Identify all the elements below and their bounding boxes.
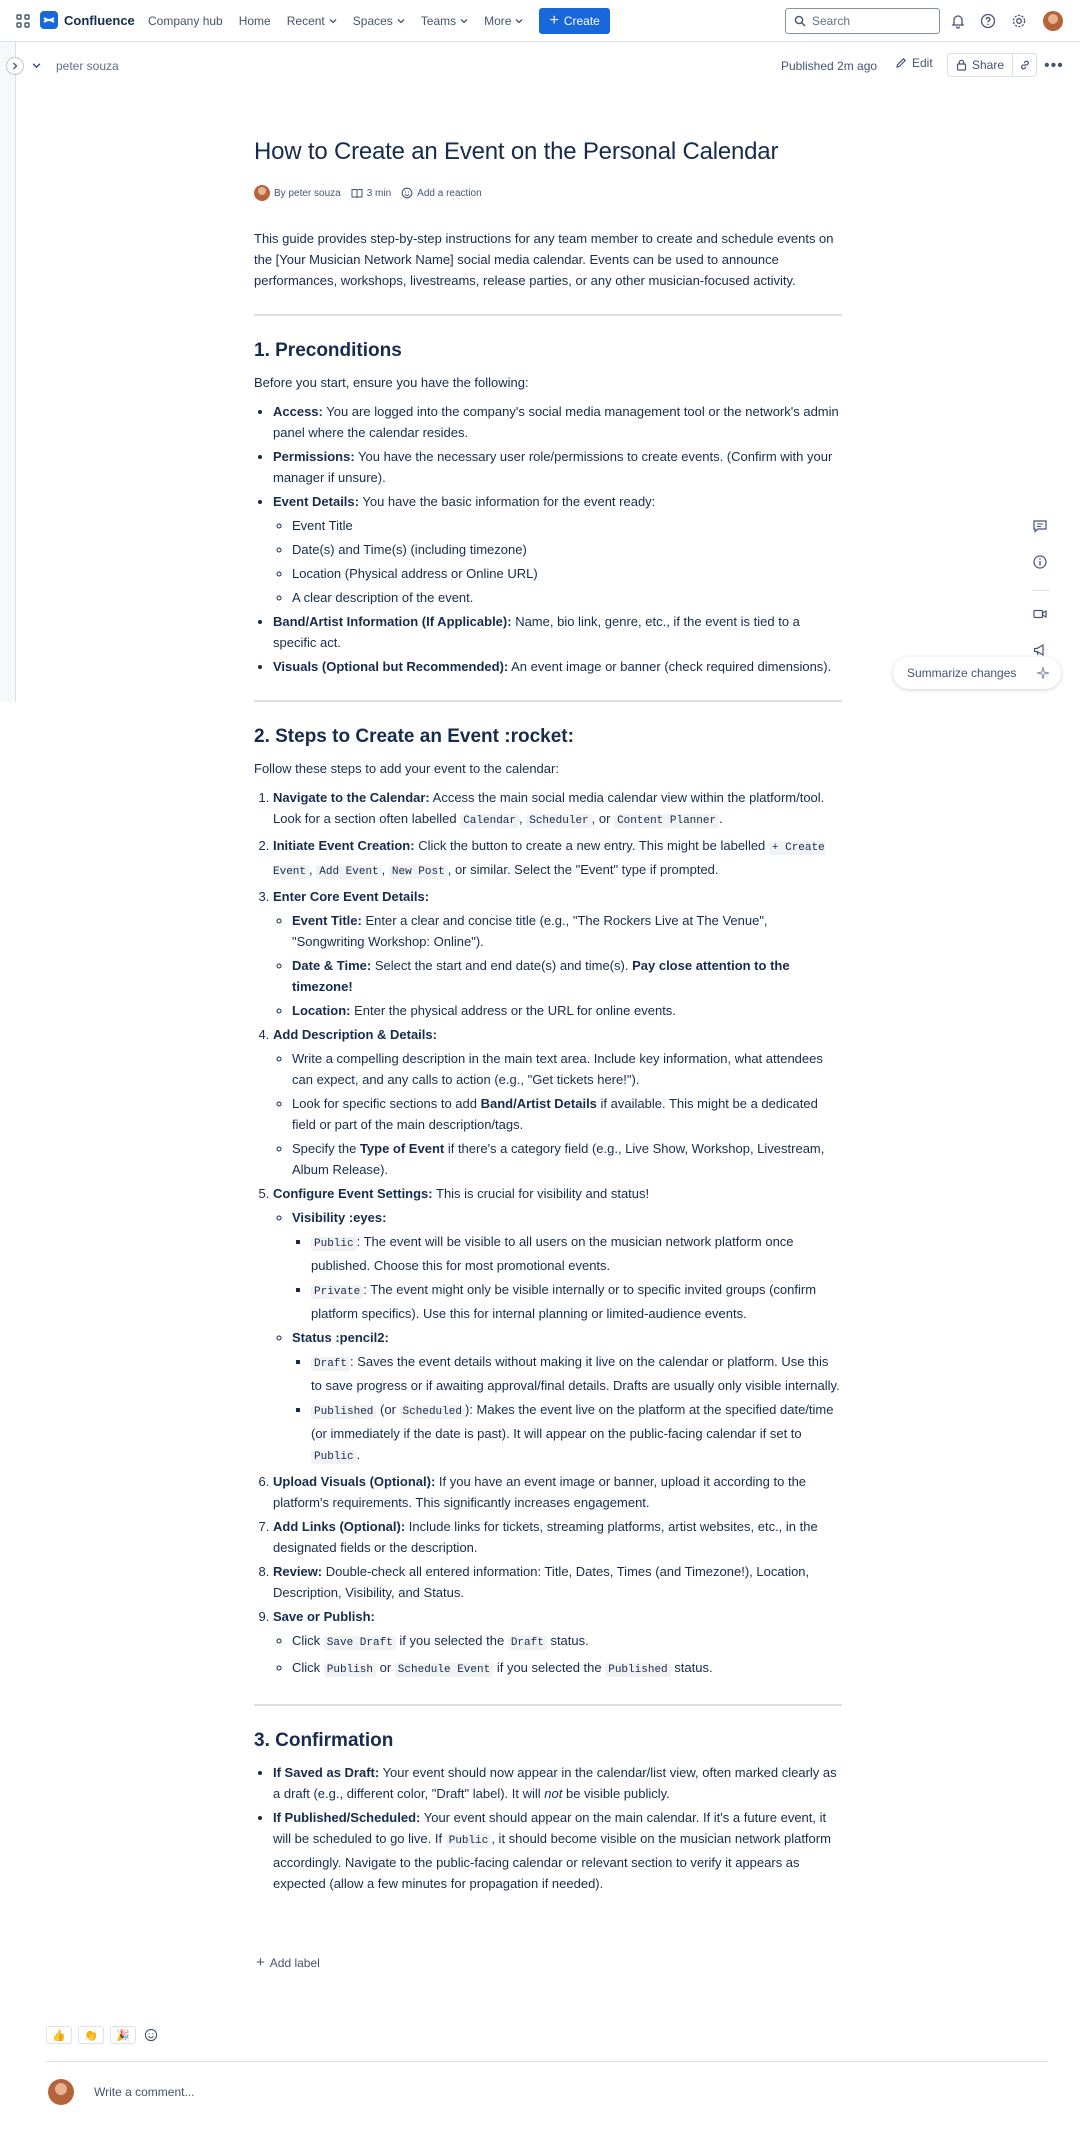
rail-divider: [1032, 590, 1050, 591]
add-label-text: Add label: [269, 1955, 320, 1970]
reaction-party[interactable]: 🎉: [110, 2026, 136, 2044]
list-item: ◦ Location (Physical address or Online URL): [292, 563, 842, 584]
section-lead: Before you start, ensure you have the following:: [254, 375, 529, 390]
ai-sparkle-icon: [1036, 666, 1050, 680]
summarize-changes-button[interactable]: [893, 657, 1061, 689]
visibility-list: [292, 1231, 842, 1324]
book-icon: [351, 188, 363, 199]
nav-label: More: [484, 14, 512, 28]
steps-list: [254, 787, 842, 1681]
emoji-add-icon: [401, 187, 413, 199]
settings-gear-icon[interactable]: [1011, 13, 1027, 29]
add-label-button[interactable]: [256, 1954, 320, 1971]
list-item: 6. Upload Visuals (Optional): If you have an event image or banner, upload it according to the platform's requirements. This significantly increases engagement.: [273, 1471, 842, 1513]
list-item: 2. Initiate Event Creation: Click the button to create a new entry. This might be labelled + Create Event , Add Event , New Post , or similar. Select the "Event" type if prompted.: [273, 835, 842, 883]
plus-icon: +: [549, 12, 559, 29]
list-item: • Event Details: You have the basic information for the event ready: ◦ Event Title ◦ Date(s) and Time(s) (including timezone) ◦ Location (Physical address or Online URL) ◦ A clear description of the event.: [273, 491, 842, 608]
confirmation-list: [254, 1762, 842, 1894]
create-label: Create: [563, 14, 600, 28]
help-icon[interactable]: [980, 13, 996, 29]
app-switcher-icon[interactable]: [16, 14, 30, 28]
chevron-down-icon: [460, 17, 468, 25]
list-item: ◦ Click Save Draft if you selected the Draft status.: [292, 1630, 842, 1654]
chevron-right-icon: [11, 62, 19, 70]
list-item: 7. Add Links (Optional): Include links for tickets, streaming platforms, artist websites, etc., in the designated fields or the description.: [273, 1516, 842, 1558]
list-item: • If Saved as Draft: Your event should now appear in the calendar/list view, often marked clearly as a draft (e.g., different color, "Draft" label). It will not be visible publicly.: [273, 1762, 842, 1804]
comment-input[interactable]: Write a comment...: [94, 2085, 195, 2099]
commenter-avatar: [48, 2079, 74, 2105]
intro-paragraph: This guide provides step-by-step instructions for any team member to create and schedule events on the [Your Musician Network Name] social media calendar. Events can be used to announce performances, workshops, livestreams, release parties, or any other musician-focused activity.: [254, 231, 834, 288]
chevron-down-icon: [329, 17, 337, 25]
list-item: ▪ Published (or Scheduled ): Makes the event live on the platform at the specified date/time (or immediately if the date is past). It will appear on the public-facing calendar if set to Public .: [311, 1399, 842, 1468]
nav-spaces[interactable]: [345, 14, 413, 28]
list-item: ▪ Draft : Saves the event details without making it live on the calendar or platform. Use this to save progress or if awaiting approval/final details. Drafts are usually only visible internally.: [311, 1351, 842, 1396]
search-input[interactable]: [785, 8, 940, 34]
list-item: 1. Navigate to the Calendar: Access the main social media calendar view within the platform/tool. Look for a section often labelled Calendar , Scheduler , or Content Planner .: [273, 787, 842, 832]
lock-icon: [956, 59, 967, 71]
event-details-list: [273, 515, 842, 608]
link-icon: [1019, 59, 1031, 71]
reactions-bar: [46, 2026, 160, 2044]
list-item: ◦ Event Title: [292, 515, 842, 536]
list-item: 5. Configure Event Settings: This is crucial for visibility and status! ◦ Visibility :eyes: ▪ Public : The event will be visible to all users on the musician network platform once published. Choose this for most promotional events. ▪ Private : The event might only be visible internally or to specific invited groups (confirm platform specifics). Use this for internal planning or limited-audience events. ◦ Status :pencil2: ▪ Draft : Saves the event details without making it live on the calendar or platform. Use this to save progress or if awaiting approval/final details. Drafts are usually only visible internally. ▪ Published (or Scheduled ): Makes the event live on the platform at the specified date/time (or immediately if the date is past). It will appear on the public-facing calendar if set to Public .: [273, 1183, 842, 1468]
nav-home[interactable]: [231, 14, 279, 28]
list-item: ◦ Date(s) and Time(s) (including timezone): [292, 539, 842, 560]
author-avatar: [254, 185, 270, 201]
settings-list: [273, 1207, 842, 1468]
info-icon[interactable]: [1032, 554, 1048, 570]
list-item: 4. Add Description & Details: ◦ Write a compelling description in the main text area. Include key information, what attendees can expect, and any calls to action (e.g., "Get tickets here!"). ◦ Look for specific sections to add Band/Artist Details if available. This might be a dedicated field or part of the main description/tags. ◦ Specify the Type of Event if there's a category field (e.g., Live Show, Workshop, Livestream, Album Release).: [273, 1024, 842, 1180]
notifications-bell-icon[interactable]: [950, 13, 966, 29]
list-item: ◦ A clear description of the event.: [292, 587, 842, 608]
list-item: ◦ Location: Enter the physical address or the URL for online events.: [292, 1000, 842, 1021]
section-heading-confirmation: 3. Confirmation: [254, 1730, 394, 1751]
user-avatar[interactable]: [1043, 11, 1063, 31]
comment-icon[interactable]: [1032, 518, 1048, 534]
share-button[interactable]: [947, 53, 1013, 77]
collapsed-sidebar: [0, 42, 16, 702]
list-item: 3. Enter Core Event Details: ◦ Event Title: Enter a clear and concise title (e.g., "The Rockers Live at The Venue", "Songwriting Workshop: Online"). ◦ Date & Time: Select the start and end date(s) and time(s). Pay close attention to the timezone! ◦ Location: Enter the physical address or the URL for online events.: [273, 886, 842, 1021]
save-list: [273, 1630, 842, 1681]
list-item: ◦ Visibility :eyes: ▪ Public : The event will be visible to all users on the musician network platform once published. Choose this for most promotional events. ▪ Private : The event might only be visible internally or to specific invited groups (confirm platform specifics). Use this for internal planning or limited-audience events.: [292, 1207, 842, 1324]
divider: [254, 1704, 842, 1706]
chevron-down-icon[interactable]: [32, 61, 41, 70]
author[interactable]: [254, 185, 341, 201]
nav-label: Recent: [286, 14, 325, 28]
reaction-clap[interactable]: 👏: [78, 2026, 104, 2044]
list-item: 8. Review: Double-check all entered information: Title, Dates, Times (and Timezone!), Location, Description, Visibility, and Status.: [273, 1561, 842, 1603]
list-item: • Permissions: You have the necessary user role/permissions to create events. (Confirm with your manager if unsure).: [273, 446, 842, 488]
nav-label: Teams: [420, 14, 457, 28]
brand-name: Confluence: [64, 12, 135, 28]
breadcrumb[interactable]: peter souza: [56, 59, 119, 73]
confluence-logo[interactable]: [40, 11, 135, 29]
divider: [254, 314, 842, 316]
status-list: [292, 1351, 842, 1468]
list-item: ◦ Specify the Type of Event if there's a category field (e.g., Live Show, Workshop, Livestream, Album Release).: [292, 1138, 842, 1180]
summarize-label: Summarize changes: [907, 666, 1017, 680]
nav-recent[interactable]: [279, 14, 345, 28]
chevron-down-icon: [397, 17, 405, 25]
list-item: ▪ Private : The event might only be visible internally or to specific invited groups (confirm platform specifics). Use this for internal planning or limited-audience events.: [311, 1279, 842, 1324]
chevron-down-icon: [515, 17, 523, 25]
add-reaction-button[interactable]: [401, 187, 482, 199]
plus-icon: +: [256, 1954, 265, 1971]
add-reaction-label: Add a reaction: [417, 187, 482, 199]
list-item: ◦ Click Publish or Schedule Event if you selected the Published status.: [292, 1657, 842, 1681]
page-content: [254, 138, 842, 1897]
list-item: • If Published/Scheduled: Your event should appear on the main calendar. If it's a future event, it will be scheduled to go live. If Public , it should become visible on the musician network platform accordingly. Navigate to the public-facing calendar or relevant section to verify it appears as expected (allow a few minutes for propagation if needed).: [273, 1807, 842, 1894]
list-item: • Visuals (Optional but Recommended): An event image or banner (check required dimensions).: [273, 656, 842, 677]
primary-nav: [140, 0, 610, 42]
edit-button[interactable]: [895, 56, 933, 70]
nav-more[interactable]: [476, 14, 531, 28]
list-item: ◦ Event Title: Enter a clear and concise title (e.g., "The Rockers Live at The Venue", "Songwriting Workshop: Online").: [292, 910, 842, 952]
reaction-thumbs-up[interactable]: 👍: [46, 2026, 72, 2044]
divider: [46, 2061, 1048, 2062]
published-status: Published 2m ago: [781, 59, 878, 73]
nav-teams[interactable]: [413, 14, 476, 28]
read-time-label: 3 min: [366, 187, 392, 199]
page-title: How to Create an Event on the Personal Calendar: [254, 138, 779, 165]
list-item: ◦ Write a compelling description in the main text area. Include key information, what attendees can expect, and any calls to action (e.g., "Get tickets here!").: [292, 1048, 842, 1090]
section-lead: Follow these steps to add your event to the calendar:: [254, 761, 559, 776]
top-navigation: [0, 0, 1080, 42]
core-details-list: [273, 910, 842, 1021]
search-placeholder: Search: [812, 14, 851, 28]
section-heading-steps: 2. Steps to Create an Event :rocket:: [254, 726, 574, 747]
avatar-face: [1048, 14, 1058, 24]
nav-company-hub[interactable]: [140, 14, 231, 28]
list-item: • Band/Artist Information (If Applicable): Name, bio link, genre, etc., if the event is tied to a specific act.: [273, 611, 842, 653]
search-icon: [794, 15, 806, 27]
byline: [254, 185, 842, 201]
create-button[interactable]: [539, 8, 609, 34]
right-action-rail: [1032, 518, 1054, 678]
author-name: By peter souza: [274, 187, 341, 199]
pencil-icon: [895, 57, 907, 69]
more-actions-icon[interactable]: •••: [1044, 57, 1064, 74]
video-icon[interactable]: [1032, 606, 1048, 622]
expand-sidebar-button[interactable]: [6, 57, 24, 75]
list-item: ◦ Status :pencil2: ▪ Draft : Saves the event details without making it live on the calendar or platform. Use this to save progress or if awaiting approval/final details. Drafts are usually only visible internally. ▪ Published (or Scheduled ): Makes the event live on the platform at the specified date/time (or immediately if the date is past). It will appear on the public-facing calendar if set to Public .: [292, 1327, 842, 1468]
nav-label: Company hub: [148, 14, 223, 28]
list-item: ▪ Public : The event will be visible to all users on the musician network platform once published. Choose this for most promotional events.: [311, 1231, 842, 1276]
preconditions-list: [254, 401, 842, 677]
divider: [254, 700, 842, 702]
copy-link-button[interactable]: [1013, 53, 1037, 77]
share-label: Share: [972, 58, 1005, 72]
read-time: [351, 188, 391, 199]
list-item: 9. Save or Publish: ◦ Click Save Draft if you selected the Draft status. ◦ Click Publish or Schedule Event if you selected the Published status.: [273, 1606, 842, 1681]
edit-label: Edit: [912, 56, 933, 70]
nav-label: Home: [238, 14, 271, 28]
list-item: • Access: You are logged into the company's social media management tool or the network's admin panel where the calendar resides.: [273, 401, 842, 443]
nav-label: Spaces: [352, 14, 393, 28]
list-item: ◦ Date & Time: Select the start and end date(s) and time(s). Pay close attention to the timezone!: [292, 955, 842, 997]
description-list: [273, 1048, 842, 1180]
confluence-logo-icon: [40, 11, 58, 29]
section-heading-preconditions: 1. Preconditions: [254, 340, 402, 361]
announcement-icon[interactable]: [1032, 642, 1048, 658]
add-reaction-icon[interactable]: [142, 2026, 160, 2044]
list-item: ◦ Look for specific sections to add Band/Artist Details if available. This might be a dedicated field or part of the main description/tags.: [292, 1093, 842, 1135]
